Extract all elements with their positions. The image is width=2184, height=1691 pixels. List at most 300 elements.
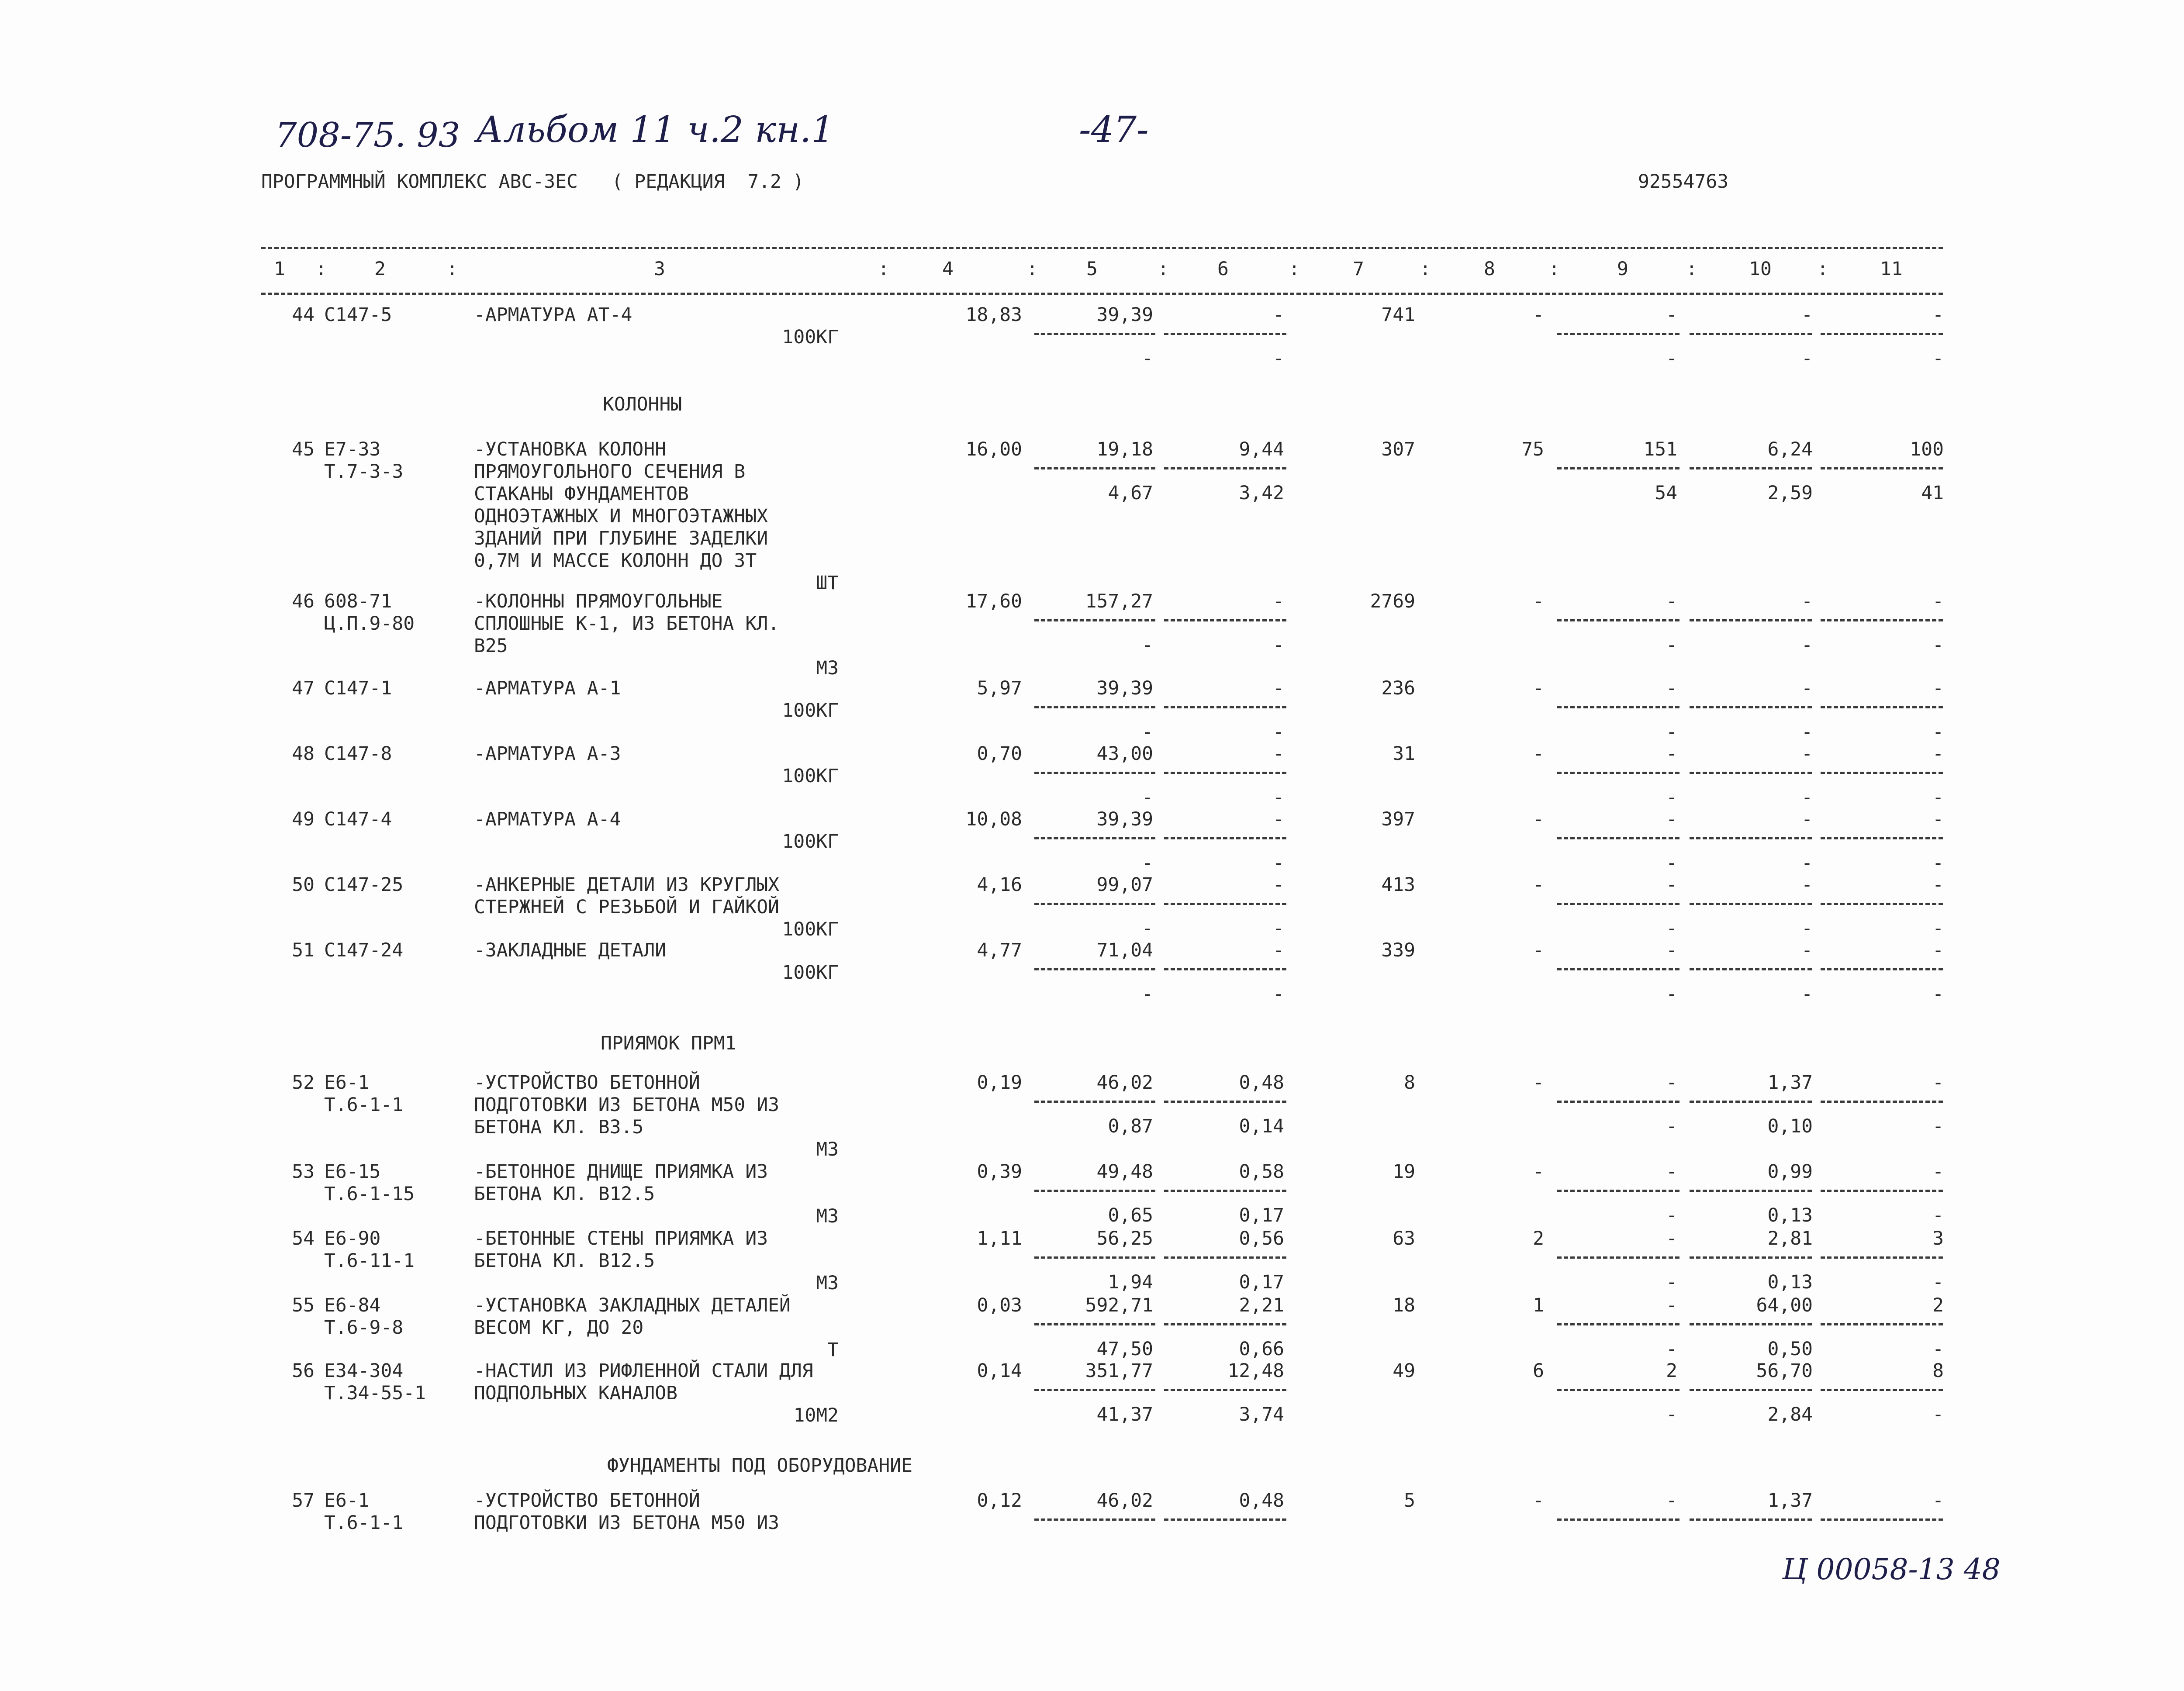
subtotal-dash-line [1690,706,1812,708]
subtotal-dash-line [1557,772,1679,774]
work-description: -АРМАТУРА А-4 [474,808,621,830]
unit-of-measure: М3 [816,657,839,679]
row-number: 50 [292,874,314,896]
work-description: ПОДГОТОВКИ ИЗ БЕТОНА М50 ИЗ [474,1512,779,1534]
price-code: С147-24 [324,939,404,961]
value-c9b: - [1666,852,1677,874]
unit-of-measure: 100КГ [782,326,839,348]
value-c4: 17,60 [965,590,1022,612]
value-c9b: - [1666,918,1677,939]
value-c9: - [1666,1161,1677,1183]
price-code: 608-71 [324,590,392,612]
value-c8: - [1533,1161,1544,1183]
value-c11: 3 [1932,1228,1944,1249]
value-c10: 6,24 [1767,438,1813,460]
subtotal-dash-line [1690,1256,1812,1259]
row-number: 52 [292,1072,314,1094]
price-code: С147-5 [324,304,392,326]
value-c11b: - [1932,983,1944,1005]
subtotal-dash-line [1164,1101,1286,1103]
value-c10b: - [1801,634,1813,656]
value-c9: - [1666,677,1677,699]
value-c11: - [1932,1490,1944,1512]
value-c6b: - [1273,634,1284,656]
subtotal-dash-line [1557,333,1679,335]
subtotal-dash-line [1164,772,1286,774]
work-description: ВЕСОМ КГ, ДО 20 [474,1317,644,1339]
value-c9: - [1666,874,1677,896]
handwritten-sheet-reference: Ц 00058-13 48 [1782,1553,2001,1586]
price-code: Е6-1 [324,1072,370,1094]
value-c6b: - [1273,348,1284,369]
value-c9b: - [1666,721,1677,743]
subtotal-dash-line [1690,1323,1812,1325]
row-number: 45 [292,438,314,460]
value-c6: 9,44 [1239,438,1284,460]
work-description: -УСТРОЙСТВО БЕТОННОЙ [474,1490,700,1512]
work-description: ЗДАНИЙ ПРИ ГЛУБИНЕ ЗАДЕЛКИ [474,528,768,549]
subtotal-dash-line [1690,837,1812,839]
value-c9b: - [1666,1115,1677,1137]
value-c6: - [1273,939,1284,961]
subtotal-dash-line [1821,1323,1943,1325]
value-c9: - [1666,1294,1677,1316]
price-code: Т.6-9-8 [324,1317,404,1339]
row-number: 54 [292,1228,314,1249]
value-c8: - [1533,590,1544,612]
work-description: -АРМАТУРА АТ-4 [474,304,632,326]
unit-of-measure: Т [827,1339,839,1361]
value-c8: 6 [1533,1360,1544,1382]
value-c10: 2,81 [1767,1228,1813,1249]
value-c11b: - [1932,1204,1944,1226]
column-separator: : [446,258,458,280]
value-c8: - [1533,743,1544,765]
price-code: Е34-304 [324,1360,404,1382]
value-c6b: - [1273,787,1284,808]
value-c7: 31 [1393,743,1415,765]
subtotal-dash-line [1557,1389,1679,1391]
subtotal-dash-line [1821,467,1943,469]
value-c6: 0,56 [1239,1228,1284,1249]
value-c9: - [1666,1072,1677,1094]
price-code: Т.6-1-1 [324,1512,404,1534]
subtotal-dash-line [1034,837,1155,839]
program-header: ПРОГРАММНЫЙ КОМПЛЕКС АВС-ЗЕС ( РЕДАКЦИЯ 7.2 ) [261,171,804,193]
value-c9b: - [1666,787,1677,808]
handwritten-album-reference: Альбом 11 ч.2 кн.1 [476,109,834,151]
unit-of-measure: М3 [816,1272,839,1294]
value-c8: - [1533,808,1544,830]
value-c6b: 0,66 [1239,1338,1284,1360]
price-code: Т.7-3-3 [324,461,404,483]
subtotal-dash-line [1690,467,1812,469]
value-c5b: 1,94 [1108,1271,1153,1293]
value-c9b: - [1666,1204,1677,1226]
row-number: 53 [292,1161,314,1183]
value-c11b: - [1932,634,1944,656]
subtotal-dash-line [1557,467,1679,469]
value-c11b: 41 [1921,482,1944,504]
value-c4: 16,00 [965,438,1022,460]
value-c10b: 0,13 [1767,1271,1813,1293]
handwritten-page-number: -47- [1079,109,1149,151]
subtotal-dash-line [1821,1256,1943,1259]
subtotal-dash-line [1034,1256,1155,1259]
value-c4: 4,77 [977,939,1022,961]
subtotal-dash-line [1164,467,1286,469]
subtotal-dash-line [1164,1518,1286,1521]
unit-of-measure: 100КГ [782,831,839,852]
row-number: 49 [292,808,314,830]
row-number: 46 [292,590,314,612]
value-c4: 10,08 [965,808,1022,830]
value-c5: 56,25 [1096,1228,1153,1249]
subtotal-dash-line [1164,1256,1286,1259]
value-c5b: - [1142,983,1153,1005]
unit-of-measure: 100КГ [782,918,839,940]
subtotal-dash-line [1557,1101,1679,1103]
value-c11: - [1932,590,1944,612]
value-c5: 39,39 [1096,808,1153,830]
value-c6: - [1273,808,1284,830]
value-c11b: - [1932,918,1944,939]
work-description: ПРЯМОУГОЛЬНОГО СЕЧЕНИЯ В [474,461,746,483]
value-c9: - [1666,590,1677,612]
value-c11b: - [1932,721,1944,743]
value-c11: 2 [1932,1294,1944,1316]
value-c6: 0,58 [1239,1161,1284,1183]
value-c5: 592,71 [1085,1294,1153,1316]
value-c6: - [1273,677,1284,699]
value-c6: - [1273,874,1284,896]
value-c10: - [1801,304,1813,326]
price-code: Е6-1 [324,1490,370,1512]
price-code: С147-4 [324,808,392,830]
value-c4: 4,16 [977,874,1022,896]
subtotal-dash-line [1034,1101,1155,1103]
value-c10b: - [1801,721,1813,743]
price-code: С147-8 [324,743,392,765]
value-c6b: 0,17 [1239,1271,1284,1293]
value-c4: 18,83 [965,304,1022,326]
subtotal-dash-line [1821,968,1943,970]
work-description: -АНКЕРНЫЕ ДЕТАЛИ ИЗ КРУГЛЫХ [474,874,779,896]
subtotal-dash-line [1821,1518,1943,1521]
value-c10b: - [1801,787,1813,808]
value-c7: 236 [1381,677,1415,699]
column-separator: : [1420,258,1431,280]
work-description: -НАСТИЛ ИЗ РИФЛЕННОЙ СТАЛИ ДЛЯ [474,1360,813,1382]
value-c10: 1,37 [1767,1490,1813,1512]
subtotal-dash-line [1034,968,1155,970]
row-number: 44 [292,304,314,326]
subtotal-dash-line [1034,467,1155,469]
work-description: -БЕТОННОЕ ДНИЩЕ ПРИЯМКА ИЗ [474,1161,768,1183]
value-c6: - [1273,590,1284,612]
value-c8: - [1533,1072,1544,1094]
value-c5: 351,77 [1085,1360,1153,1382]
column-separator: : [1686,258,1697,280]
subtotal-dash-line [1821,837,1943,839]
value-c10b: - [1801,348,1813,369]
value-c7: 397 [1381,808,1415,830]
work-description: -АРМАТУРА А-1 [474,677,621,699]
subtotal-dash-line [1557,903,1679,905]
column-header-10: 10 [1749,258,1772,280]
section-title-pit: ПРИЯМОК ПРМ1 [601,1032,736,1054]
value-c10: - [1801,677,1813,699]
subtotal-dash-line [1034,619,1155,621]
unit-of-measure: М3 [816,1205,839,1227]
value-c9: - [1666,939,1677,961]
value-c9: - [1666,743,1677,765]
subtotal-dash-line [1821,1101,1943,1103]
row-number: 51 [292,939,314,961]
column-header-4: 4 [942,258,954,280]
subtotal-dash-line [1690,772,1812,774]
subtotal-dash-line [1821,1389,1943,1391]
price-code: Ц.П.9-80 [324,613,415,635]
value-c5: 19,18 [1096,438,1153,460]
value-c8: 75 [1521,438,1544,460]
subtotal-dash-line [1690,1518,1812,1521]
value-c6: 12,48 [1227,1360,1284,1382]
price-code: Е6-15 [324,1161,381,1183]
value-c10: 56,70 [1756,1360,1813,1382]
price-code: Е6-90 [324,1228,381,1249]
subtotal-dash-line [1557,1256,1679,1259]
subtotal-dash-line [1557,837,1679,839]
value-c4: 5,97 [977,677,1022,699]
value-c8: 2 [1533,1228,1544,1249]
value-c9: - [1666,1228,1677,1249]
subtotal-dash-line [1164,903,1286,905]
value-c5b: 0,65 [1108,1204,1153,1226]
column-header-5: 5 [1086,258,1098,280]
subtotal-dash-line [1821,1190,1943,1192]
column-header-3: 3 [654,258,665,280]
value-c6: - [1273,743,1284,765]
value-c4: 0,70 [977,743,1022,765]
value-c5: 46,02 [1096,1490,1153,1512]
handwritten-document-code: 708-75. 93 [275,116,460,155]
value-c10b: 0,13 [1767,1204,1813,1226]
value-c9b: - [1666,1404,1677,1425]
value-c9: - [1666,1490,1677,1512]
value-c5b: - [1142,634,1153,656]
unit-of-measure: ШТ [816,572,839,594]
value-c6b: 0,17 [1239,1204,1284,1226]
value-c10b: - [1801,983,1813,1005]
value-c10: - [1801,874,1813,896]
value-c7: 49 [1393,1360,1415,1382]
value-c6b: - [1273,918,1284,939]
column-separator: : [315,258,327,280]
row-number: 48 [292,743,314,765]
value-c7: 19 [1393,1161,1415,1183]
column-separator: : [1817,258,1828,280]
column-header-9: 9 [1617,258,1628,280]
work-description: СТАКАНЫ ФУНДАМЕНТОВ [474,483,689,505]
work-description: ПОДПОЛЬНЫХ КАНАЛОВ [474,1382,677,1404]
subtotal-dash-line [1557,1323,1679,1325]
value-c11: - [1932,1161,1944,1183]
value-c6b: 0,14 [1239,1115,1284,1137]
value-c5b: - [1142,721,1153,743]
value-c10: - [1801,590,1813,612]
value-c9: 151 [1643,438,1677,460]
column-header-8: 8 [1484,258,1495,280]
value-c4: 0,12 [977,1490,1022,1512]
work-description: БЕТОНА КЛ. В12.5 [474,1250,655,1272]
subtotal-dash-line [1034,333,1155,335]
subtotal-dash-line [1557,968,1679,970]
unit-of-measure: 100КГ [782,962,839,984]
column-separator: : [1158,258,1169,280]
subtotal-dash-line [1690,1190,1812,1192]
value-c11: 8 [1932,1360,1944,1382]
value-c10: 0,99 [1767,1161,1813,1183]
value-c8: - [1533,677,1544,699]
value-c11: - [1932,874,1944,896]
value-c9b: - [1666,634,1677,656]
value-c11b: - [1932,787,1944,808]
value-c5: 99,07 [1096,874,1153,896]
subtotal-dash-line [1164,1389,1286,1391]
value-c10: 1,37 [1767,1072,1813,1094]
value-c6b: - [1273,852,1284,874]
value-c7: 339 [1381,939,1415,961]
section-title-columns: КОЛОННЫ [603,393,682,415]
column-separator: : [1548,258,1560,280]
subtotal-dash-line [1557,706,1679,708]
value-c8: - [1533,939,1544,961]
work-description: СТЕРЖНЕЙ С РЕЗЬБОЙ И ГАЙКОЙ [474,896,779,918]
work-description: ОДНОЭТАЖНЫХ И МНОГОЭТАЖНЫХ [474,505,768,527]
column-separator: : [1289,258,1300,280]
subtotal-dash-line [1164,837,1286,839]
subtotal-dash-line [1164,619,1286,621]
unit-of-measure: М3 [816,1139,839,1160]
price-code: Т.6-11-1 [324,1250,415,1272]
subtotal-dash-line [1034,772,1155,774]
work-description: -АРМАТУРА А-3 [474,743,621,765]
work-description: В25 [474,635,508,657]
value-c5b: - [1142,348,1153,369]
work-description: -ЗАКЛАДНЫЕ ДЕТАЛИ [474,939,667,961]
value-c10: - [1801,939,1813,961]
value-c10b: 2,59 [1767,482,1813,504]
document-number: 92554763 [1638,171,1729,193]
column-separator: : [878,258,889,280]
value-c5: 49,48 [1096,1161,1153,1183]
column-header-6: 6 [1217,258,1229,280]
value-c11: - [1932,743,1944,765]
value-c4: 0,39 [977,1161,1022,1183]
value-c10: - [1801,743,1813,765]
price-code: Е7-33 [324,438,381,460]
value-c5b: - [1142,852,1153,874]
value-c7: 18 [1393,1294,1415,1316]
value-c5b: - [1142,787,1153,808]
value-c11: 100 [1910,438,1944,460]
work-description: -УСТРОЙСТВО БЕТОННОЙ [474,1072,700,1094]
value-c11b: - [1932,1404,1944,1425]
subtotal-dash-line [1821,619,1943,621]
subtotal-dash-line [1164,333,1286,335]
subtotal-dash-line [1821,706,1943,708]
row-number: 55 [292,1294,314,1316]
value-c6: - [1273,304,1284,326]
subtotal-dash-line [1557,1518,1679,1521]
value-c9: - [1666,304,1677,326]
value-c10b: 0,50 [1767,1338,1813,1360]
price-code: С147-25 [324,874,404,896]
subtotal-dash-line [1690,903,1812,905]
value-c10b: 0,10 [1767,1115,1813,1137]
value-c10: 64,00 [1756,1294,1813,1316]
work-description: СПЛОШНЫЕ К-1, ИЗ БЕТОНА КЛ. [474,613,779,635]
value-c7: 307 [1381,438,1415,460]
value-c6: 0,48 [1239,1490,1284,1512]
work-description: -УСТАНОВКА КОЛОНН [474,438,667,460]
unit-of-measure: 100КГ [782,765,839,787]
price-code: Т.34-55-1 [324,1382,426,1404]
work-description: 0,7М И МАССЕ КОЛОНН ДО 3Т [474,550,757,572]
work-description: -УСТАНОВКА ЗАКЛАДНЫХ ДЕТАЛЕЙ [474,1294,791,1316]
header-top-rule [261,247,1943,249]
value-c5: 157,27 [1085,590,1153,612]
subtotal-dash-line [1034,1518,1155,1521]
value-c7: 8 [1404,1072,1415,1094]
value-c10: - [1801,808,1813,830]
price-code: Т.6-1-1 [324,1094,404,1116]
value-c5b: 4,67 [1108,482,1153,504]
value-c9b: 54 [1655,482,1677,504]
subtotal-dash-line [1690,619,1812,621]
value-c9: - [1666,808,1677,830]
value-c4: 0,19 [977,1072,1022,1094]
value-c7: 2769 [1370,590,1415,612]
value-c5: 71,04 [1096,939,1153,961]
column-header-2: 2 [374,258,386,280]
column-header-1: 1 [274,258,285,280]
value-c6b: 3,74 [1239,1404,1284,1425]
work-description: ПОДГОТОВКИ ИЗ БЕТОНА М50 ИЗ [474,1094,779,1116]
value-c8: - [1533,304,1544,326]
value-c5b: 47,50 [1096,1338,1153,1360]
subtotal-dash-line [1821,772,1943,774]
value-c11b: - [1932,1115,1944,1137]
value-c8: - [1533,874,1544,896]
subtotal-dash-line [1164,1190,1286,1192]
row-number: 56 [292,1360,314,1382]
value-c4: 1,11 [977,1228,1022,1249]
work-description: -БЕТОННЫЕ СТЕНЫ ПРИЯМКА ИЗ [474,1228,768,1249]
work-description: -КОЛОННЫ ПРЯМОУГОЛЬНЫЕ [474,590,723,612]
value-c9b: - [1666,983,1677,1005]
subtotal-dash-line [1557,619,1679,621]
value-c6b: - [1273,721,1284,743]
subtotal-dash-line [1690,1101,1812,1103]
value-c6b: - [1273,983,1284,1005]
value-c10b: 2,84 [1767,1404,1813,1425]
subtotal-dash-line [1164,968,1286,970]
value-c11: - [1932,304,1944,326]
value-c7: 413 [1381,874,1415,896]
value-c4: 0,14 [977,1360,1022,1382]
